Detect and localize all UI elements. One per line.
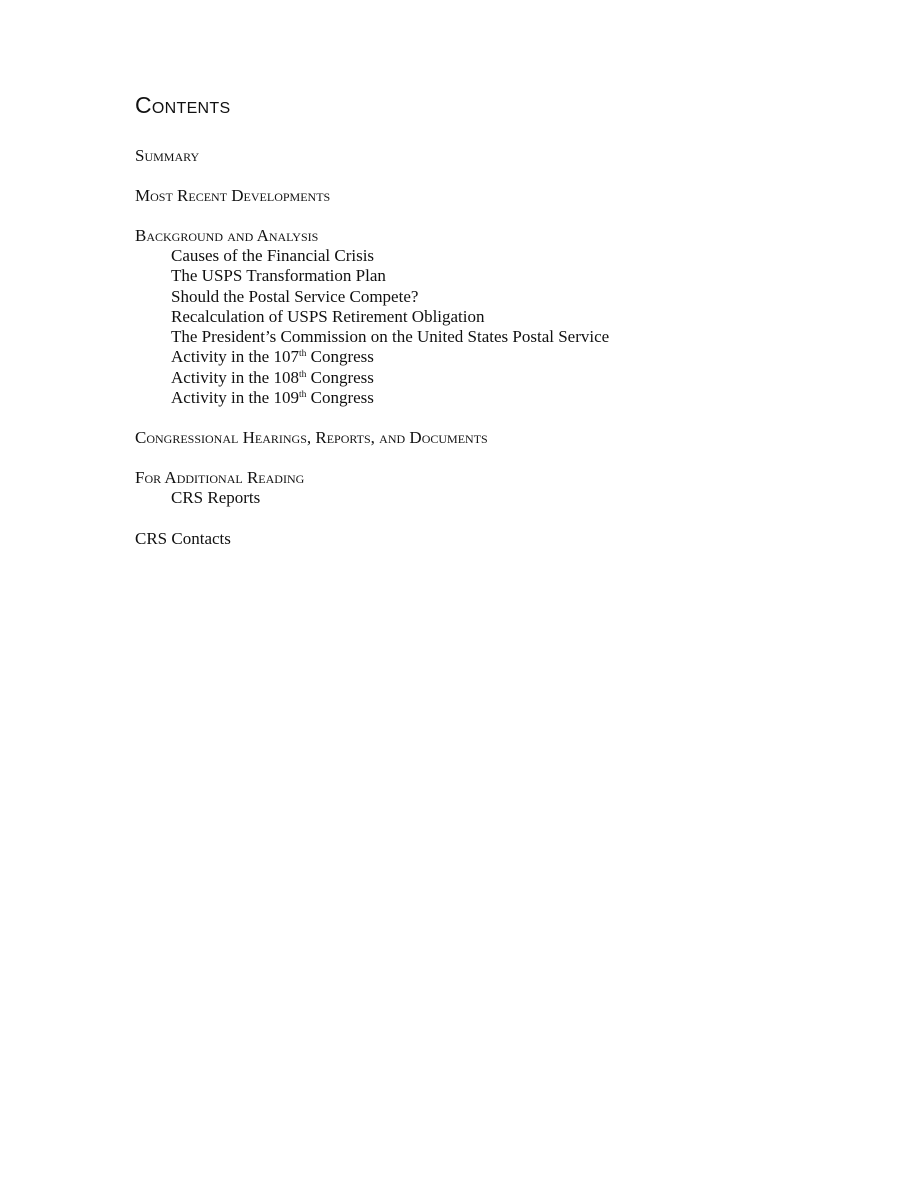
toc-section-congressional-hearings [135,428,835,448]
toc-item-presidents-commission[interactable]: The President’s Commission on the United States Postal Service [171,327,610,347]
toc-item-crs-reports[interactable]: CRS Reports [171,488,261,508]
toc-item-activity-109th-congress[interactable] [171,388,835,408]
toc-section-most-recent-developments [135,186,835,206]
toc-subsection-list [135,488,835,508]
toc-section-summary [135,146,835,166]
ordinal-superscript: th [298,390,307,401]
toc-item-text: Congress [306,347,374,367]
toc-subsection-list [135,246,835,408]
toc-section-background-and-analysis [135,226,835,408]
toc-item-text: Congress [306,367,374,387]
toc-heading-additional-reading[interactable]: For Additional Reading [135,468,305,488]
toc-item-should-postal-service-compete[interactable]: Should the Postal Service Compete? [171,286,419,306]
toc-item-causes-financial-crisis[interactable]: Causes of the Financial Crisis [171,246,375,265]
page-title: Contents [135,92,231,118]
toc-heading-crs-contacts[interactable]: CRS Contacts [135,528,231,548]
toc-heading-summary[interactable]: Summary [135,146,200,165]
table-of-contents-page [135,88,835,569]
toc-item-usps-transformation-plan[interactable]: The USPS Transformation Plan [171,266,386,286]
toc-item-activity-108th-congress[interactable] [171,368,835,388]
toc-item-text: Activity in the 108 [171,367,299,387]
toc-section-additional-reading [135,468,835,508]
toc-heading-most-recent-developments[interactable]: Most Recent Developments [135,186,331,205]
ordinal-superscript: th [298,369,307,380]
toc-heading-congressional-hearings[interactable]: Congressional Hearings, Reports, and Documents [135,428,488,448]
toc-item-text: Activity in the 109 [171,388,299,408]
toc-heading-background-and-analysis[interactable]: Background and Analysis [135,226,319,245]
toc-item-text: Activity in the 107 [171,347,299,367]
toc-item-text: Congress [306,388,374,408]
ordinal-superscript: th [298,349,307,360]
toc-item-activity-107th-congress[interactable] [171,347,835,367]
toc-section-crs-contacts [135,529,835,549]
toc-item-recalculation-retirement-obligation[interactable]: Recalculation of USPS Retirement Obligation [171,306,485,326]
